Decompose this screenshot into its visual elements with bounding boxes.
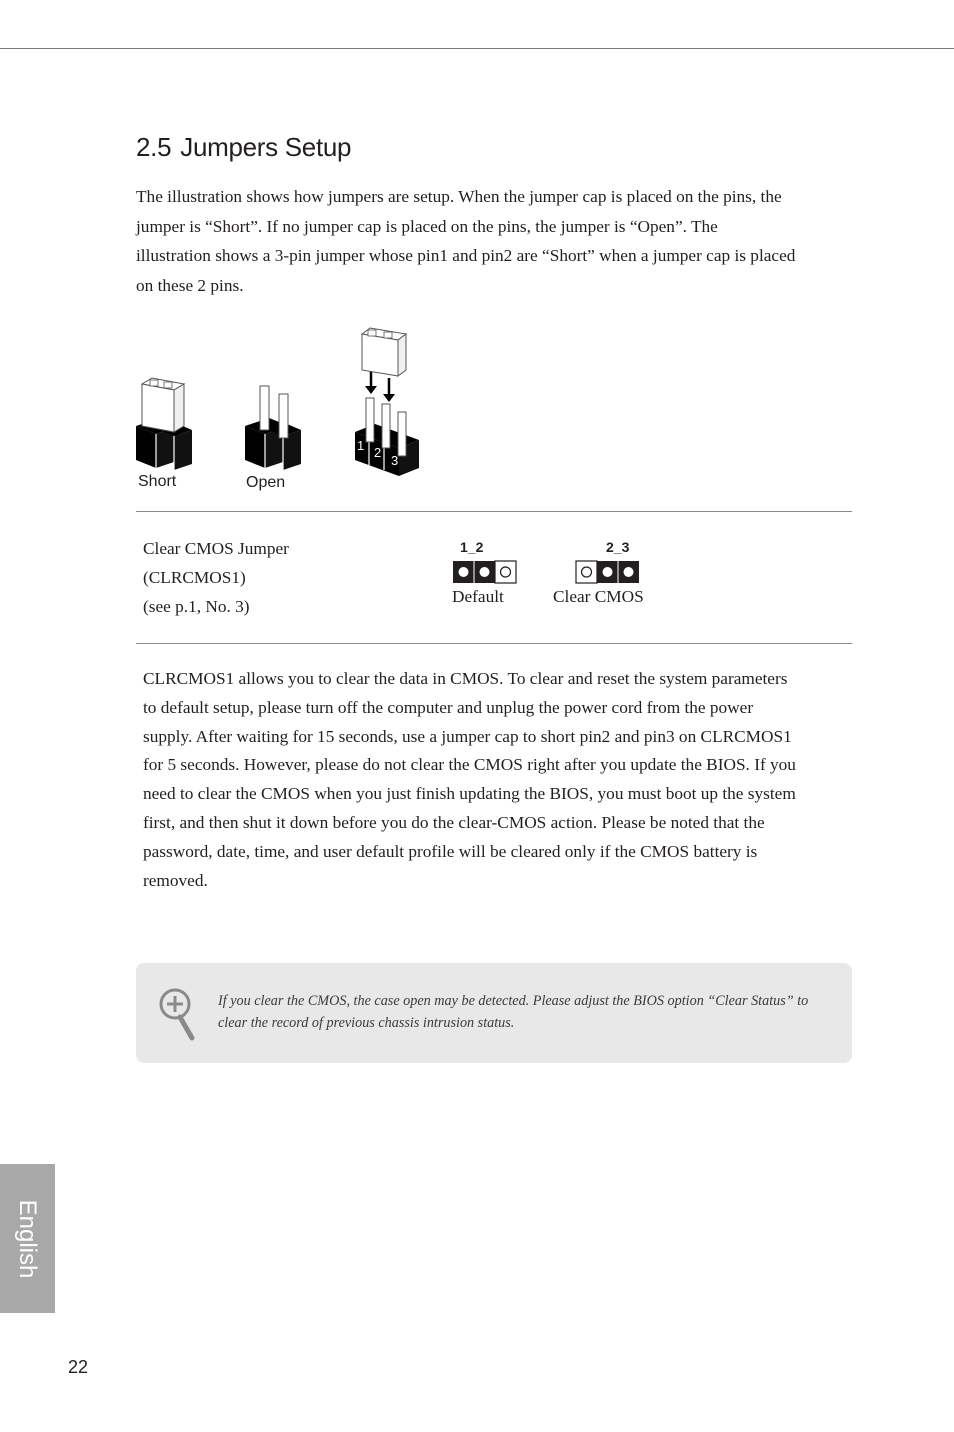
- jumper-name: Clear CMOS Jumper: [143, 539, 289, 558]
- default-pins-label: 1_2: [460, 539, 484, 555]
- default-caption: Default: [452, 587, 504, 606]
- three-pin-jumper-drawing: [355, 328, 419, 476]
- default-pin-diagram: [452, 560, 518, 584]
- jumper-title: [143, 534, 289, 621]
- magnifier-plus-icon: [158, 987, 198, 1041]
- section-heading: [136, 132, 351, 163]
- short-jumper-drawing: [136, 378, 192, 470]
- language-tab: [0, 1164, 55, 1313]
- pin-number-3: 3: [391, 453, 399, 468]
- table-bottom-rule: [136, 643, 852, 644]
- clear-cmos-caption: Clear CMOS: [553, 587, 644, 606]
- note-box: [136, 963, 852, 1063]
- header-rule: [0, 48, 954, 49]
- pin-number-1: 1: [357, 438, 365, 453]
- section-number: 2.5: [136, 132, 172, 162]
- short-label: Short: [138, 473, 177, 490]
- page-number: 22: [68, 1357, 89, 1377]
- description-paragraph: CLRCMOS1 allows you to clear the data in CMOS. To clear and reset the system parameters to default setup, please turn off the computer and unplug the power cord from the power supply. After waiting for 15 seconds, use a jumper cap to short pin2 and pin3 on CLRCMOS1 for 5 seconds. However, please do not clear the CMOS right after you update the BIOS. If you need to clear the CMOS when you just finish updating the BIOS, you must boot up the system first, and then shut it down before you do the clear-CMOS action. Please be noted that the password, date, time, and user default profile will be cleared only if the CMOS battery is removed.: [143, 669, 796, 890]
- section-title: Jumpers Setup: [180, 132, 352, 162]
- jumper-reference: (see p.1, No. 3): [143, 597, 250, 616]
- jumper-id: (CLRCMOS1): [143, 568, 246, 587]
- intro-paragraph: The illustration shows how jumpers are setup. When the jumper cap is placed on the pins, the jumper is “Short”. If no jumper cap is placed on the pins, the jumper is “Open”. The illustration shows a 3-pin jumper whose pin1 and pin2 are “Short” when a jumper cap is placed on these 2 pins.: [136, 187, 796, 295]
- note-text: If you clear the CMOS, the case open may be detected. Please adjust the BIOS option “Clear Status” to clear the record of previous chassis intrusion status.: [218, 993, 809, 1031]
- jumper-illustration: [130, 322, 430, 502]
- clear-cmos-pin-diagram: [575, 560, 641, 584]
- table-top-rule: [136, 511, 852, 512]
- language-label: English: [14, 1199, 41, 1279]
- open-label: Open: [246, 474, 286, 491]
- pin-number-2: 2: [374, 445, 382, 460]
- clear-pins-label: 2_3: [606, 539, 630, 555]
- jumper-diagram: [130, 322, 430, 497]
- open-jumper-drawing: [245, 386, 301, 470]
